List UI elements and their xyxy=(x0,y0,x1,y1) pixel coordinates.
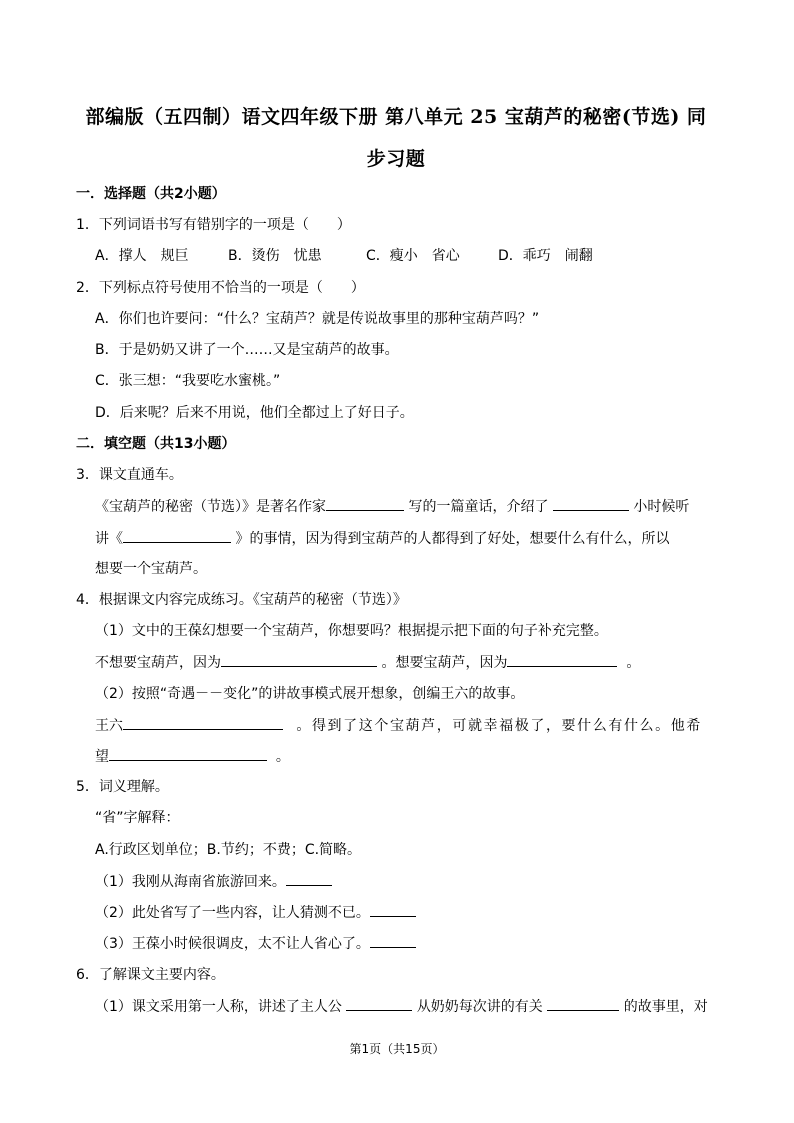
q5-item-2 xyxy=(95,902,416,923)
q4-text: 。想要宝葫芦，因为 xyxy=(381,655,508,671)
q3-blank-story[interactable] xyxy=(123,528,231,543)
q4-part-2: （2）按照“奇遇－－变化”的讲故事模式展开想象，创编王六的故事。 xyxy=(95,686,525,702)
q2-option-c: C．张三想：“我要吃水蜜桃。” xyxy=(95,373,281,389)
q5-blank-1[interactable] xyxy=(286,871,332,886)
section-heading-choice: 一．选择题（共2小题） xyxy=(76,186,226,202)
q4-blank-want[interactable] xyxy=(507,652,617,667)
q1-option-c: C．瘦小 省心 xyxy=(366,248,460,264)
q4-line-3 xyxy=(95,746,290,767)
q3-blank-person[interactable] xyxy=(553,496,629,511)
q4-text: 。 xyxy=(275,749,290,765)
q4-blank-encounter[interactable] xyxy=(123,715,283,730)
q5-stem: 5．词义理解。 xyxy=(76,779,169,795)
q5-text: （3）王葆小时候很调皮，太不让人省心了。 xyxy=(95,936,370,952)
q4-blank-hope[interactable] xyxy=(109,746,267,761)
q4-text: 王六 xyxy=(95,718,123,734)
q1-option-a: A．撑人 规巨 xyxy=(95,248,189,264)
q4-text: 。 xyxy=(626,655,641,671)
q2-stem: 2．下列标点符号使用不恰当的一项是（ ） xyxy=(76,280,365,296)
q6-blank-topic[interactable] xyxy=(547,996,619,1011)
q3-blank-author[interactable] xyxy=(326,496,404,511)
section-heading-fill: 二．填空题（共13小题） xyxy=(76,436,236,452)
q5-heading: “省”字解释： xyxy=(95,810,180,826)
q6-text: 从奶奶每次讲的有关 xyxy=(416,999,543,1015)
q6-part-1 xyxy=(95,996,708,1017)
q5-blank-3[interactable] xyxy=(370,933,416,948)
q2-option-d: D．后来呢？后来不用说，他们全都过上了好日子。 xyxy=(95,405,414,421)
document-title xyxy=(76,96,716,180)
q3-stem: 3．课文直通车。 xyxy=(76,467,183,483)
q5-text: （2）此处省写了一些内容，让人猜测不已。 xyxy=(95,905,370,921)
q5-item-3 xyxy=(95,933,416,954)
q5-blank-2[interactable] xyxy=(370,902,416,917)
page-footer: 第1页（共15页） xyxy=(349,1042,445,1056)
q1-option-b: B．烫伤 忧患 xyxy=(228,248,322,264)
q5-item-1 xyxy=(95,871,332,892)
q6-stem: 6．了解课文主要内容。 xyxy=(76,967,225,983)
q4-text: 。得到了这个宝葫芦，可就幸福极了，要什么有什么。他希 xyxy=(296,718,702,734)
q3-text: 写的一篇童话，介绍了 xyxy=(408,499,549,515)
q4-text: 不想要宝葫芦，因为 xyxy=(95,655,221,671)
q3-text: 小时候听 xyxy=(633,499,690,515)
q3-line-1 xyxy=(95,496,689,517)
q3-line-3: 想要一个宝葫芦。 xyxy=(95,561,207,577)
q3-text: 《宝葫芦的秘密（节选）》是著名作家 xyxy=(95,499,326,515)
q5-text: （1）我刚从海南省旅游回来。 xyxy=(95,874,286,890)
title-line-2: 步习题 xyxy=(366,148,426,170)
q6-text: （1）课文采用第一人称，讲述了主人公 xyxy=(95,999,342,1015)
q2-option-b: B．于是奶奶又讲了一个……又是宝葫芦的故事。 xyxy=(95,342,399,358)
q4-line-2 xyxy=(95,715,702,736)
title-line-1: 部编版（五四制）语文四年级下册 第八单元 25 宝葫芦的秘密(节选) 同 xyxy=(85,106,707,128)
q3-line-2 xyxy=(95,528,669,549)
q4-blank-not-want[interactable] xyxy=(221,652,377,667)
q3-text: 》的事情，因为得到宝葫芦的人都得到了好处，想要什么有什么，所以 xyxy=(235,531,670,547)
q4-line-1 xyxy=(95,652,640,673)
q5-options: A.行政区划单位；B.节约；不费；C.简略。 xyxy=(95,842,362,858)
q4-stem: 4．根据课文内容完成练习。《宝葫芦的秘密（节选）》 xyxy=(76,592,407,608)
q1-option-d: D．乖巧 闹翻 xyxy=(498,248,593,264)
q2-option-a: A．你们也许要问：“什么？宝葫芦？就是传说故事里的那种宝葫芦吗？” xyxy=(95,311,540,327)
q1-stem: 1．下列词语书写有错别字的一项是（ ） xyxy=(76,217,351,233)
q6-text: 的故事里，对 xyxy=(623,999,708,1015)
q4-text: 望 xyxy=(95,749,109,765)
q3-text: 讲《 xyxy=(95,531,123,547)
q6-blank-protagonist[interactable] xyxy=(346,996,412,1011)
q4-part-1: （1）文中的王葆幻想要一个宝葫芦，你想要吗？根据提示把下面的句子补充完整。 xyxy=(95,623,608,639)
